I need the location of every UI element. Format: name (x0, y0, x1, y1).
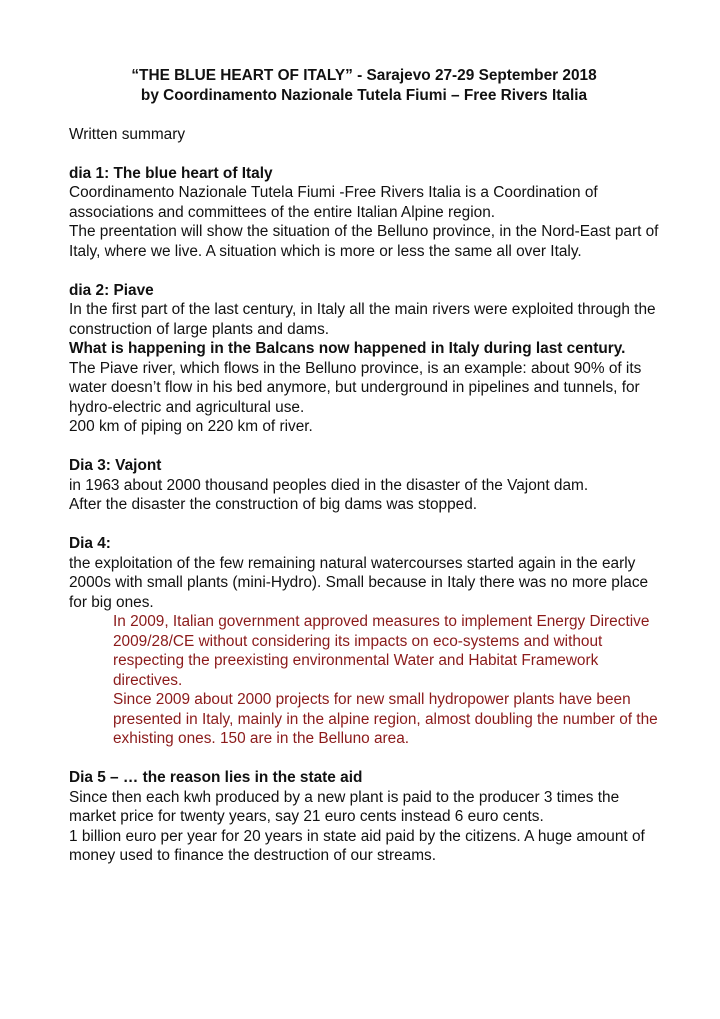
section-dia-2 (69, 281, 659, 437)
paragraph: 1 billion euro per year for 20 years in state aid paid by the citizens. A huge amount of money used to finance the destruction of our streams. (69, 827, 645, 864)
section-heading: Dia 4: (69, 535, 111, 552)
indented-block (113, 612, 659, 749)
indented-paragraph: In 2009, Italian government approved measures to implement Energy Directive 2009/28/CE without considering its impacts on eco-systems and without respecting the preexisting environmental Water and Habitat Framework directives. (113, 613, 650, 689)
section-dia-3 (69, 456, 659, 515)
paragraph: the exploitation of the few remaining natural watercourses started again in the early 2000s with small plants (mini-Hydro). Small because in Italy there was no more place for big ones. (69, 554, 649, 611)
paragraph: Since then each kwh produced by a new plant is paid to the producer 3 times the market price for twenty years, say 21 euro cents instead 6 euro cents. (69, 788, 620, 825)
indented-paragraph: Since 2009 about 2000 projects for new small hydropower plants have been presented in Italy, mainly in the alpine region, almost doubling the number of the exhisting ones. 150 are in the Belluno area. (113, 691, 658, 747)
bold-statement: What is happening in the Balcans now happened in Italy during last century. (69, 340, 626, 357)
paragraph: In the first part of the last century, in Italy all the main rivers were exploited through the construction of large plants and dams. (69, 301, 656, 338)
section-heading: Dia 5 – … the reason lies in the state aid (69, 769, 363, 786)
summary-label: Written summary (69, 125, 186, 143)
paragraph: The preentation will show the situation of the Belluno province, in the Nord-East part of Italy, where we live. A situation which is more or less the same all over Italy. (69, 223, 659, 260)
title-line-1: “THE BLUE HEART OF ITALY” - Sarajevo 27-29 September 2018 (131, 67, 597, 84)
section-dia-4 (69, 534, 659, 749)
section-heading: Dia 3: Vajont (69, 457, 162, 474)
section-dia-5 (69, 768, 659, 866)
section-heading: dia 2: Piave (69, 281, 154, 299)
section-dia-1 (69, 164, 659, 262)
document-title (54, 66, 674, 105)
paragraph: 200 km of piping on 220 km of river. (69, 418, 313, 435)
paragraph: The Piave river, which flows in the Belluno province, is an example: about 90% of its water doesn’t flow in his bed anymore, but underground in pipelines and tunnels, for hydro-electric and agricultural use. (69, 359, 642, 416)
title-line-2: by Coordinamento Nazionale Tutela Fiumi – Free Rivers Italia (140, 86, 588, 104)
section-heading: dia 1: The blue heart of Italy (69, 164, 273, 182)
document-page (69, 66, 659, 866)
paragraph: After the disaster the construction of big dams was stopped. (69, 496, 478, 513)
paragraph: Coordinamento Nazionale Tutela Fiumi -Free Rivers Italia is a Coordination of associations and committees of the entire Italian Alpine region. (69, 184, 598, 221)
paragraph: in 1963 about 2000 thousand peoples died in the disaster of the Vajont dam. (69, 476, 589, 494)
